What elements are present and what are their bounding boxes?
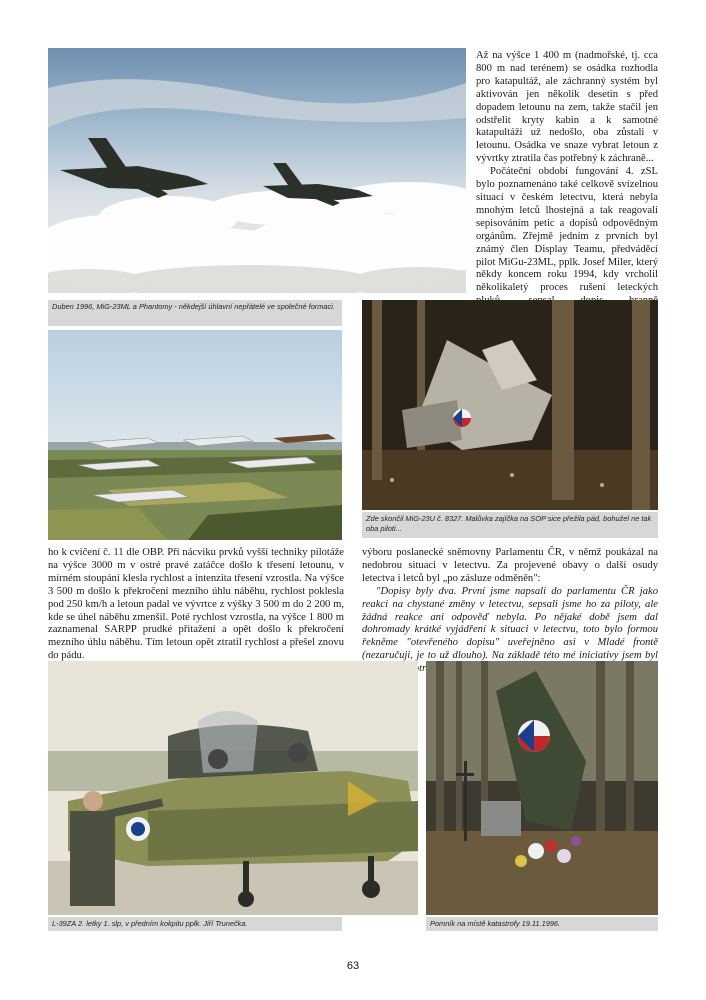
wreck-image <box>362 300 658 510</box>
caption-l39za: L-39ZA 2. letky 1. slp, v předním kokpitu pplk. Jiří Trunečka. <box>48 917 342 931</box>
caption-wreck: Zde skončil MiG-23U č. 8327. Malůvka zajíčka na SOP sice přežila pád, bohužel ne tak oba piloti... <box>362 512 658 538</box>
paragraph: Počáteční období fungování 4. zSL bylo poznamenáno také celkově svízelnou situací v českém letectvu, která nebyla mnohým letců lhostejná a tak reagovali sepisováním petic a dopisů odpovědným orgánům. Zřejmě jedním z prvních byl známý člen Display Teamu, předváděcí pilot MiGu-23ML, pplk. Josef Miler, který někdy koncem roku 1994, kdy vrcholil několikaletý proces rušení leteckých <box>476 166 658 294</box>
caption-memorial: Pomník na místě katastrofy 19.11.1996. <box>426 917 658 931</box>
paragraph: ho k cvičení č. 11 dle OBP. Při nácviku prvků vyšší techniky pilotáže na výšce 3000 m v ostré pravé zatáčce došlo k třesení letounu, v mírném stoupání klesla rychlost a intenzita třesení vzrostla. Na výšce 3 500 m došlo k překročení mezního úhlu náběhu, rychlost poklesla pod 250 km/h a letoun padal ve vývrtce z výšky 3 500 m do 2 200 m, kde se úhel náběhu zmenšil. Poté rychlost vzrostla, na výšce 1 800 m zaznamenal SARPP prudké přitažení a opět došlo k překročení mezního úhlu náběhu. Tím letoun opět ztratil rychlost a přešel znovu do pádu. <box>48 547 344 662</box>
page-number: 63 <box>346 960 360 972</box>
photo-wreck-forest <box>362 300 658 510</box>
phantoms-image <box>48 48 466 293</box>
paragraph: Až na výšce 1 400 m (nadmořské, tj. cca 800 m nad terénem) se osádka rozhodla pro katapultáž, ale záchranný systém byl aktivován jen několik desetin s před dopadem letounu na zem, takže stačil jen odstřelit kryty kabin a k samotné katapultáži už nedošlo, oba zůstali v letounu. Osádka ve snaze vybrat letoun z vývrtky ztratila čas potřebný k záchraně... <box>476 50 658 165</box>
mid-left-text-column <box>48 547 344 663</box>
photo-l39za <box>48 661 418 915</box>
formation-image <box>48 330 342 540</box>
quote-paragraph: "Dopisy byly dva. První jsme napsali do parlamentu ČR jako reakci na chystané změny v letectvu, sepsali jsme ho za piloty, ale žádná reakce ani odpověď nebyla. Po nějaké době jsem dal dohromady krátké vyjádření k situaci v letectvu, toto bylo formou řekněme "otevřeného dopisu" uveřejněno asi v Mladé frontě (nezaručuji, je to už dlouho). Na základě této mé iniciativy jsem byl <box>362 585 658 662</box>
photo-phantoms-formation <box>48 48 466 293</box>
caption-phantoms: Duben 1996, MiG-23ML a Phantomy - někdejší úhlavní nepřátelé ve společné formaci. <box>48 300 342 326</box>
memorial-image <box>426 661 658 915</box>
mid-right-text-column <box>362 547 658 676</box>
photo-formation-landscape <box>48 330 342 540</box>
photo-memorial <box>426 661 658 915</box>
paragraph: výboru poslanecké sněmovny Parlamentu ČR, v němž poukázal na nedobrou situaci v letectvu. Za projevené obavy o další osudy letectva i letců byl „po zásluze odměněn": <box>362 547 658 584</box>
top-right-text-column <box>476 50 658 321</box>
l39-image <box>48 661 418 915</box>
